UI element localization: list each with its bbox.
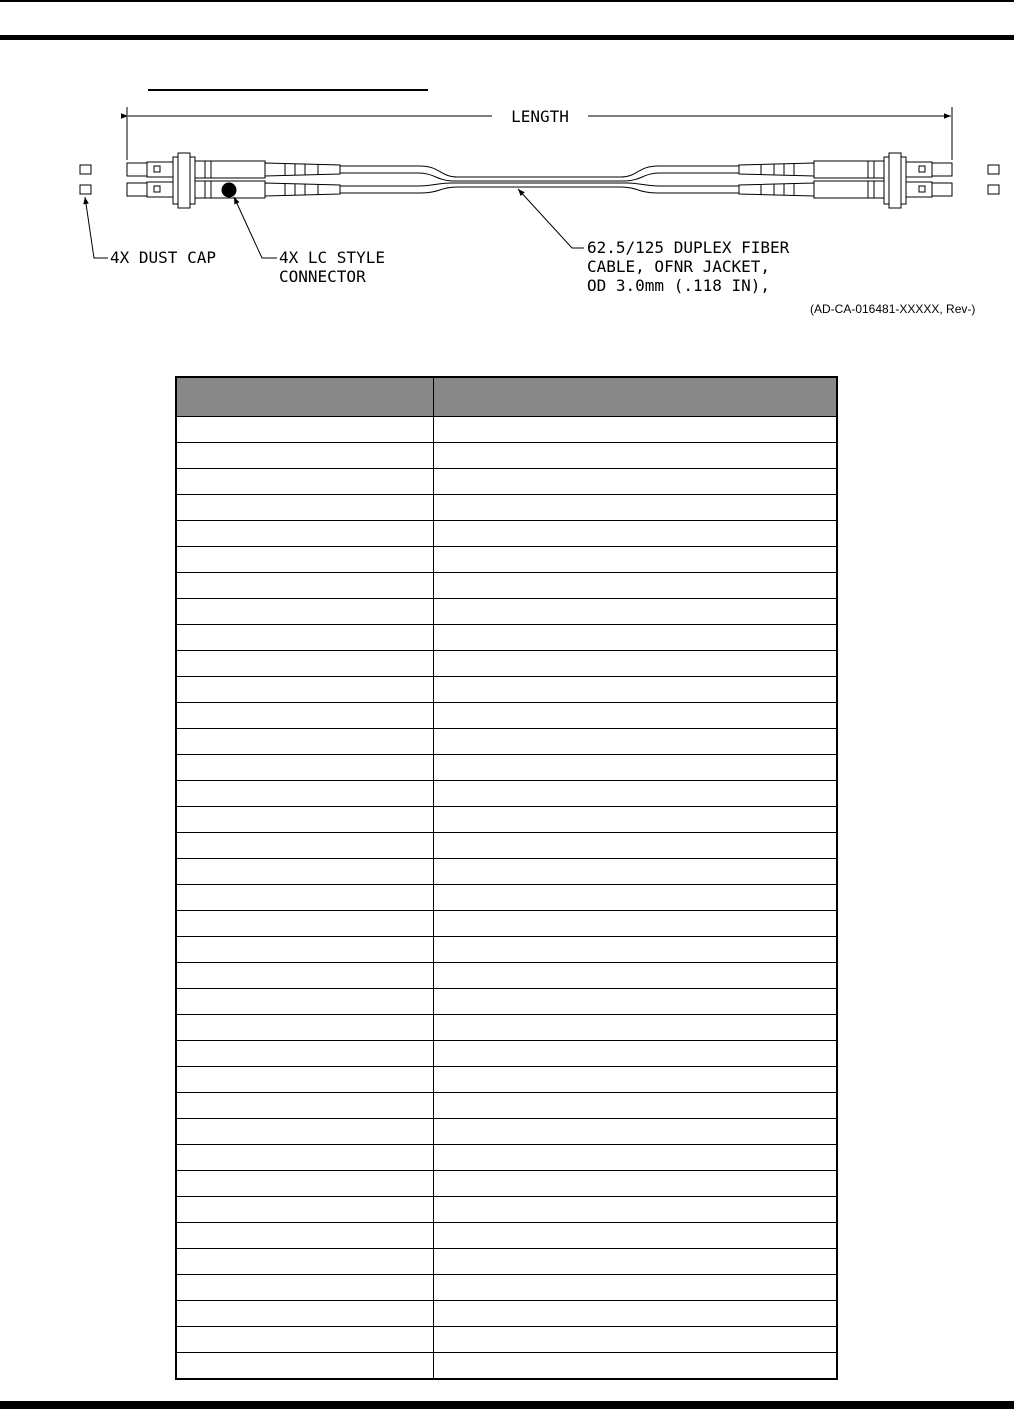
- table-row: [176, 625, 837, 651]
- top-rule-thin: [0, 0, 1014, 2]
- table-row: [176, 651, 837, 677]
- top-rule-thick: [0, 35, 1014, 40]
- table-cell: [176, 521, 433, 547]
- table-row: [176, 781, 837, 807]
- table-row: [176, 1353, 837, 1380]
- table-cell: [176, 1197, 433, 1223]
- left-connector: [127, 153, 340, 208]
- table-row: [176, 599, 837, 625]
- table-cell: [433, 1041, 837, 1067]
- table-row: [176, 703, 837, 729]
- table-row: [176, 443, 837, 469]
- table-row: [176, 521, 837, 547]
- table-cell: [433, 573, 837, 599]
- duplex-cable: [340, 166, 739, 193]
- table-cell: [433, 547, 837, 573]
- table-cell: [433, 1145, 837, 1171]
- table-row: [176, 911, 837, 937]
- table-cell: [433, 1327, 837, 1353]
- table-cell: [176, 885, 433, 911]
- table-row: [176, 729, 837, 755]
- table-cell: [176, 1171, 433, 1197]
- table-cell: [433, 1015, 837, 1041]
- table-row: [176, 1197, 837, 1223]
- table-row: [176, 417, 837, 443]
- table-cell: [433, 495, 837, 521]
- document-number: (AD-CA-016481-XXXXX, Rev-): [810, 302, 976, 316]
- cable-label-line2: CABLE, OFNR JACKET,: [587, 257, 771, 276]
- table-row: [176, 1041, 837, 1067]
- table-cell: [433, 885, 837, 911]
- table-row: [176, 573, 837, 599]
- connector-label-line1: 4X LC STYLE: [279, 248, 385, 267]
- table-cell: [433, 703, 837, 729]
- table-cell: [176, 547, 433, 573]
- table-cell: [176, 443, 433, 469]
- table-cell: [176, 677, 433, 703]
- table-cell: [433, 1249, 837, 1275]
- table-cell: [433, 729, 837, 755]
- table-cell: [433, 1067, 837, 1093]
- table-row: [176, 1093, 837, 1119]
- table-row: [176, 547, 837, 573]
- table-cell: [433, 1197, 837, 1223]
- table-cell: [176, 1145, 433, 1171]
- table-cell: [433, 833, 837, 859]
- length-dimension: [128, 107, 951, 126]
- table-cell: [433, 677, 837, 703]
- connector-label-line2: CONNECTOR: [279, 267, 366, 286]
- table-cell: [176, 989, 433, 1015]
- table-cell: [433, 1275, 837, 1301]
- table-cell: [433, 963, 837, 989]
- table-row: [176, 963, 837, 989]
- table-cell: [176, 1353, 433, 1380]
- table-cell: [176, 651, 433, 677]
- table-cell: [176, 1223, 433, 1249]
- table-row: [176, 1223, 837, 1249]
- table-cell: [433, 651, 837, 677]
- dust-cap-label: 4X DUST CAP: [110, 248, 216, 267]
- table-row: [176, 833, 837, 859]
- table-cell: [433, 1223, 837, 1249]
- table-cell: [176, 755, 433, 781]
- table-cell: [433, 859, 837, 885]
- dust-cap-leader: [85, 197, 216, 267]
- table-cell: [176, 833, 433, 859]
- table-cell: [433, 599, 837, 625]
- table-cell: [176, 937, 433, 963]
- table-cell: [176, 625, 433, 651]
- table-row: [176, 885, 837, 911]
- table-cell: [433, 755, 837, 781]
- table-cell: [433, 625, 837, 651]
- table-cell: [433, 469, 837, 495]
- table-cell: [433, 1093, 837, 1119]
- table-cell: [176, 703, 433, 729]
- bottom-rule: [0, 1401, 1014, 1409]
- table-row: [176, 989, 837, 1015]
- table-cell: [433, 521, 837, 547]
- table-header-cell: [433, 377, 837, 417]
- table-cell: [433, 807, 837, 833]
- table-cell: [176, 729, 433, 755]
- table-row: [176, 1275, 837, 1301]
- table-cell: [176, 417, 433, 443]
- table-header-row: [176, 377, 837, 417]
- table-row: [176, 937, 837, 963]
- table-cell: [176, 495, 433, 521]
- table-cell: [176, 599, 433, 625]
- table-row: [176, 495, 837, 521]
- table-cell: [176, 1327, 433, 1353]
- table-row: [176, 1171, 837, 1197]
- table-row: [176, 677, 837, 703]
- table-header-cell: [176, 377, 433, 417]
- cable-label-line1: 62.5/125 DUPLEX FIBER: [587, 238, 790, 257]
- table-row: [176, 807, 837, 833]
- right-connector: [739, 153, 952, 208]
- table-cell: [176, 1093, 433, 1119]
- table-cell: [433, 911, 837, 937]
- connector-leader: [234, 197, 385, 286]
- table-row: [176, 1145, 837, 1171]
- table-cell: [433, 989, 837, 1015]
- table-cell: [433, 443, 837, 469]
- table-row: [176, 469, 837, 495]
- table-row: [176, 1015, 837, 1041]
- table-row: [176, 1119, 837, 1145]
- table-cell: [176, 1301, 433, 1327]
- length-label: LENGTH: [511, 107, 569, 126]
- table-cell: [176, 1041, 433, 1067]
- spec-table: [175, 376, 838, 1380]
- table-cell: [176, 469, 433, 495]
- table-cell: [433, 937, 837, 963]
- table-cell: [176, 859, 433, 885]
- table-cell: [176, 1275, 433, 1301]
- cable-label-line3: OD 3.0mm (.118 IN),: [587, 276, 771, 295]
- table-cell: [433, 1301, 837, 1327]
- table-cell: [433, 417, 837, 443]
- table-row: [176, 1301, 837, 1327]
- title-underline: [148, 89, 428, 91]
- table-cell: [176, 781, 433, 807]
- table-cell: [176, 1249, 433, 1275]
- table-cell: [176, 1067, 433, 1093]
- table-cell: [176, 807, 433, 833]
- cable-leader: [518, 189, 790, 295]
- table-cell: [176, 1119, 433, 1145]
- table-row: [176, 1067, 837, 1093]
- table-row: [176, 859, 837, 885]
- table-row: [176, 1327, 837, 1353]
- table-cell: [176, 1015, 433, 1041]
- table-cell: [433, 1119, 837, 1145]
- table-row: [176, 755, 837, 781]
- table-row: [176, 1249, 837, 1275]
- cable-assembly-drawing: [0, 95, 1014, 325]
- table-cell: [176, 963, 433, 989]
- table-cell: [433, 1171, 837, 1197]
- table-body: [176, 417, 837, 1380]
- table-cell: [433, 1353, 837, 1380]
- table-cell: [176, 911, 433, 937]
- table-cell: [176, 573, 433, 599]
- table-cell: [433, 781, 837, 807]
